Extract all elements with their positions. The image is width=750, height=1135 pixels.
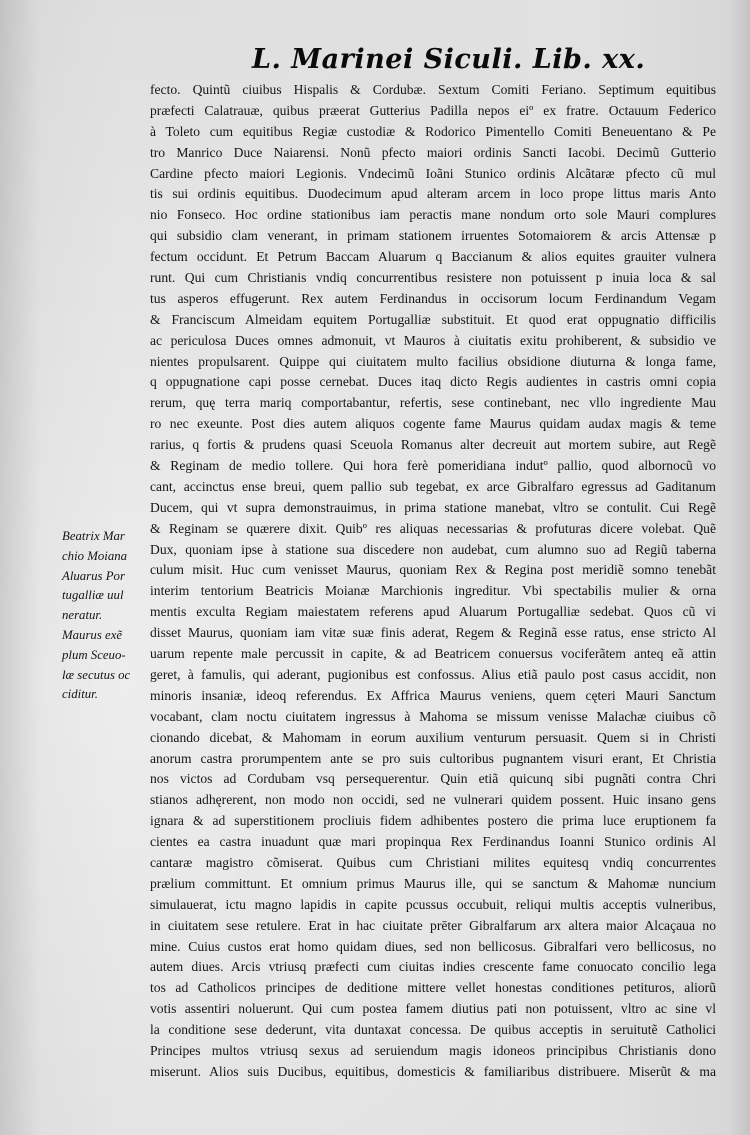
text-line: nos victos ad Cordubam vsq persequerentur. Quin etiã quicunq sibi pugnãti contra Chri (150, 771, 716, 787)
text-line: mentis exculta Regiam maiestatem referens apud Aluarum Portugalliæ sedebat. Quos cũ vi (150, 604, 716, 620)
text-line: qui subsidio clam venerant, in primam stationem irruentes Sotomaiorem & arcis Attensæ p (150, 228, 716, 244)
text-line: fectum occidunt. Et Petrum Baccam Aluarum q Baccianum & alios equites grauiter vulnera (150, 249, 716, 265)
text-line: ignara & ad superstitionem procliuis fidem adhibentes postero die prima luce eruptionem fa (150, 813, 716, 829)
margin-note-line: chio Moiana (62, 548, 128, 563)
text-line: Dux, quoniam ipse à statione sua discedere non audebat, cum alumno suo ad Regiũ taberna (150, 541, 716, 557)
text-line: fecto. Quintũ ciuibus Hispalis & Cordubæ. Sextum Comiti Feriano. Septimum equitibus (150, 82, 716, 97)
text-line: anorum castra prorumpentem ante se pro suis cultoribus pugnantem visuri erant, Et Christia (150, 750, 716, 766)
text-line: tro Manrico Duce Naiarensi. Nonũ pfecto maiori ordinis Sancti Iacobi. Decimũ Gutterio (150, 144, 716, 160)
text-line: Principes multos vtriusq sexus ad seruiendum magis idoneos principibus Christianis dono (150, 1042, 716, 1058)
margin-note-line: Aluarus Por (62, 568, 125, 583)
margin-note-line: tugalliæ uul (62, 588, 124, 603)
text-line: miserunt. Alios suis Ducibus, equitibus, domesticis & familiaribus distribuere. Miserũt & ma (150, 1063, 716, 1079)
body-text-block (150, 80, 716, 1083)
margin-note-line: plum Sceuo- (62, 647, 126, 662)
text-line: stianos adhęrerent, non modo non occidi, sed ne vulnerari quidem possent. Huic insano gens (150, 792, 716, 808)
text-line: ac periculosa Duces omnes admonuit, vt Mauros à ciuitatis exitu prohiberent, & subsidio ve (150, 332, 716, 348)
text-line: vocabant, clam noctu ciuitatem ingressus à Mahoma se missum venisse Malachæ ciuibus cõ (150, 708, 716, 724)
text-line: interim tentorium Beatricis Moianæ Marchionis ingreditur. Vbi spectabilis mulier & orna (150, 583, 716, 599)
text-line: & Reginam de medio tollere. Qui hora ferè pomeridiana indutº pallio, quod albornocũ vo (150, 458, 716, 474)
text-line: à Toleto cum equitibus Regiæ custodiæ & Rodorico Pimentello Comiti Beneuentano & Pe (150, 123, 716, 139)
text-line: cant, accinctus ense breui, quem pallio sub tegebat, ex arce Gibralfaro egressus ad Gaditanum (150, 478, 716, 494)
text-line: præfecti Calatrauæ, quibus præerat Gutterius Padilla nepos eiº ex fratre. Octauum Federico (150, 102, 716, 118)
margin-note-line: neratur. (62, 608, 103, 623)
text-line: mine. Cuius custos erat homo quidam diues, sed non bellicosus. Gibralfari vero bellicosus, no (150, 938, 716, 954)
text-line: cantaræ magistro cõmiserat. Quibus cum Christiani milites equitesq vndiq concurrentes (150, 854, 716, 870)
text-line: tos ad Catholicos principes de deditione mittere vellet honestas conditiones petituros, aliorũ (150, 980, 716, 996)
margin-note-line: ciditur. (62, 687, 98, 702)
text-line: uarum repente male percussit in capite, & ad Beatricem conuersus vociferãtem anteq eã attin (150, 646, 716, 662)
margin-note (62, 527, 146, 705)
text-line: Cardine pfecto maiori Legionis. Vndecimũ Ioãni Stunico ordinis Alcãtaræ pfecto cũ mul (150, 165, 716, 181)
text-line: la conditione sese dederunt, vita duntaxat concessa. De quibus acceptis in seruitutẽ Catholici (150, 1022, 716, 1038)
margin-note-line: Maurus exẽ (62, 627, 123, 642)
text-line: autem diues. Arcis vtriusq præfecti cum ciuitas indies crescente fame conuocato concilio lega (150, 959, 716, 975)
text-line: & Reginam se quærere dixit. Quibº res aliquas necessarias & profuturas dicere volebat. Quẽ (150, 520, 716, 536)
text-line: simulauerat, ictu magno lapidis in capite pcussus occubuit, reliqui multis acceptis vulneribus, (150, 896, 716, 912)
text-line: tis sui ordinis equitibus. Duodecimum apud alteram arcem in loco prope littus maris Anto (150, 186, 716, 202)
text-line: minoris insaniæ, ideoq referendus. Ex Affrica Maurus veniens, quem cęteri Mauri Sanctum (150, 687, 716, 703)
text-line: cientes ea castra inuadunt quæ mari propinqua Rex Ferdinandus Ioanni Stunico ordinis Al (150, 834, 716, 850)
text-line: geret, à famulis, qui aderant, pugionibus est confossus. Alius etiã paulo post casus accidit, non (150, 666, 716, 682)
text-line: in ciuitatem sese retulere. Erat in hac ciuitate prēter Gibralfarum arx altera maior Alcaçaua no (150, 917, 716, 933)
text-line: tus asperos effugerunt. Rex autem Ferdinandus in occisorum locum Ferdinandum Vegam (150, 290, 716, 306)
text-line: cionando dicebat, & Mahomam in eorum auxilium venturum persuasit. Quem si in Christi (150, 729, 716, 745)
text-line: nientes propulsarent. Quippe qui ciuitatem multo facilius obsidione diuturna & longa fame, (150, 353, 716, 369)
text-line: culum misit. Huc cum venisset Maurus, quoniam Rex & Regina post meridiẽ somno tenebãt (150, 562, 716, 578)
text-line: rarius, q fortis & prudens quasi Sceuola Romanus alter decreuit aut mortem subire, aut Regẽ (150, 437, 716, 453)
text-line: runt. Qui cum Christianis vndiq concurrentibus resistere non potuissent p inuia loca & sal (150, 270, 716, 286)
text-line: & Franciscum Almeidam equitem Portugalliæ substituit. Et quod erat oppugnatio difficilis (150, 311, 716, 327)
text-line: disset Maurus, quoniam iam vitæ suæ finis aderat, Regem & Reginã esse ratus, ense stricto Al (150, 625, 716, 641)
text-line: nio Fonseco. Hoc ordine stationibus iam peractis mane nondum orto sole Mauri complures (150, 207, 716, 223)
text-line: Ducem, qui vt supra demonstrauimus, in prima statione manebat, vltro se contulit. Cui Regẽ (150, 499, 716, 515)
margin-note-line: Beatrix Mar (62, 529, 125, 543)
text-line: q oppugnatione capi posse cernebat. Duces itaq dicto Regis audientes in castris omni copia (150, 374, 716, 390)
text-line: rerum, quę terra mariq comportabantur, refertis, sese continebant, nec vllo ingrediente Mau (150, 395, 716, 411)
text-line: ro nec exeunte. Post dies autem aliquos cogente fame Maurus quidam audax magis & teme (150, 416, 716, 432)
text-line: prælium committunt. Et omnium primus Maurus ille, qui se sanctum & Mahomæ nuncium (150, 875, 716, 891)
text-line: votis assentiri noluerunt. Qui cum postea famem diutius pati non potuissent, vltro ac sine vl (150, 1001, 716, 1017)
running-head: L. Marinei Siculi. Lib. xx. (252, 44, 646, 75)
margin-note-line: læ secutus oc (62, 667, 131, 682)
